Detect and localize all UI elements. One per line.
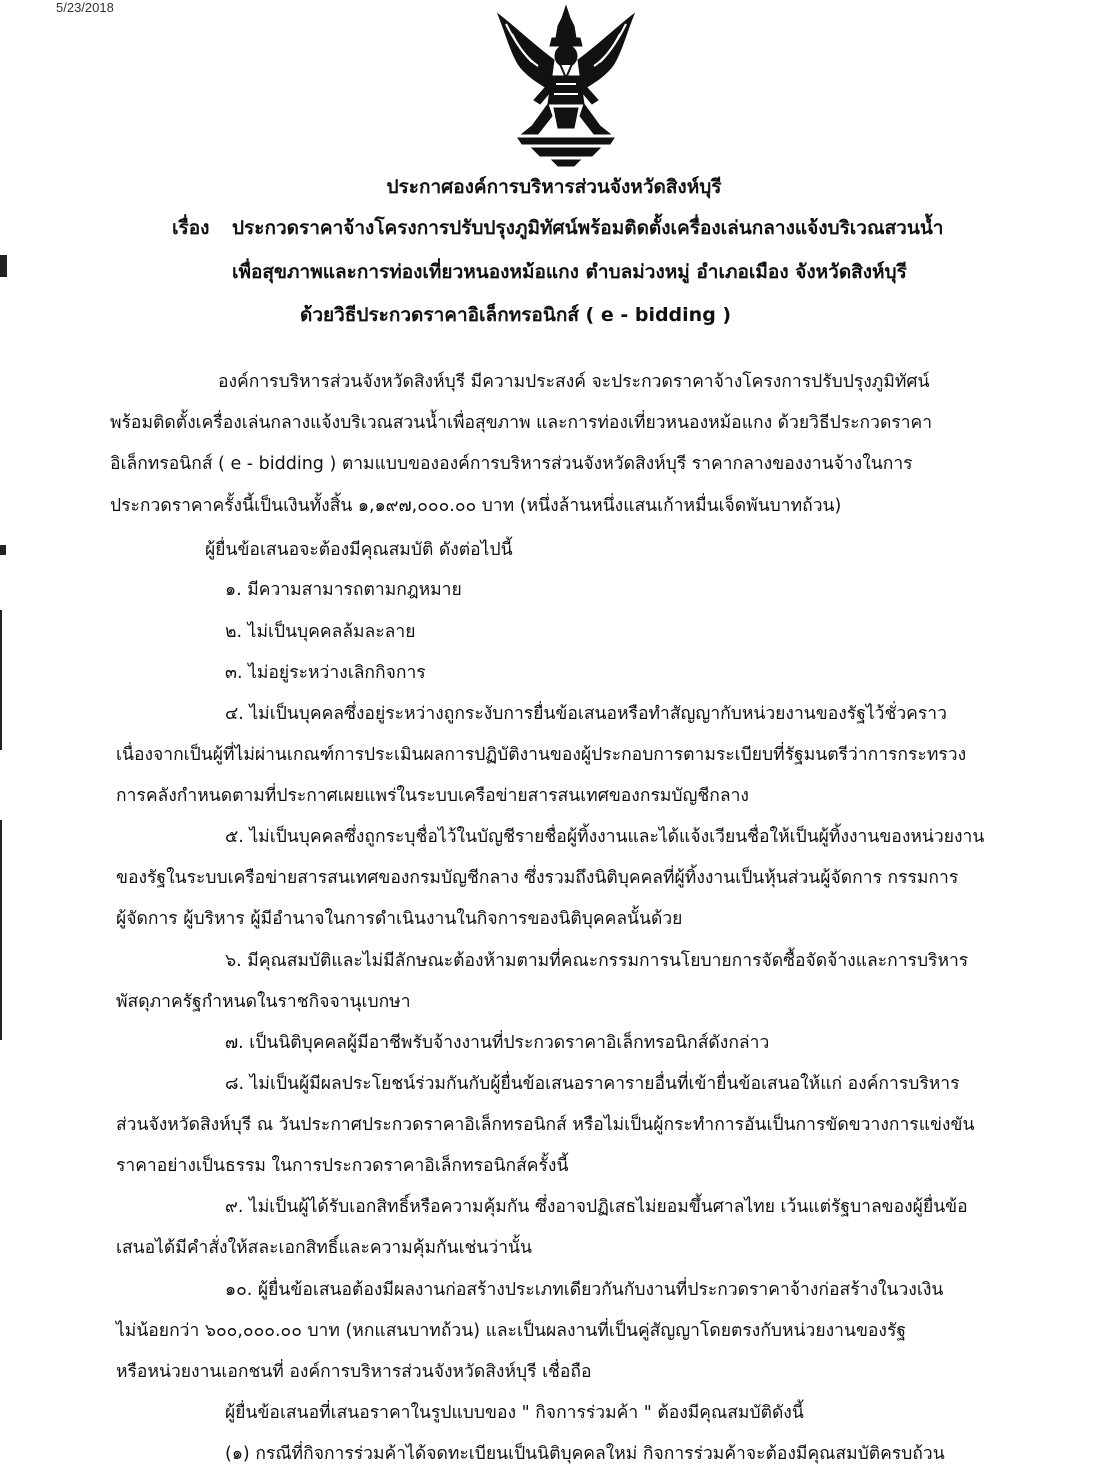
scan-edge-mark — [0, 820, 2, 1040]
body-line: ของรัฐในระบบเครือข่ายสารสนเทศของกรมบัญชีกลาง ซึ่งรวมถึงนิติบุคคลที่ผู้ทิ้งงานเป็นหุ้นส่วนผู้จัดการ กรรมการ — [116, 868, 959, 888]
body-line: ไม่น้อยกว่า ๖๐๐,๐๐๐.๐๐ บาท (หกแสนบาทถ้วน) และเป็นผลงานที่เป็นคู่สัญญาโดยตรงกับหน่วยงานของรัฐ — [116, 1321, 907, 1341]
subject-label: เรื่อง — [172, 217, 210, 239]
subject-line: ประกวดราคาจ้างโครงการปรับปรุงภูมิทัศน์พร้อมติดตั้งเครื่องเล่นกลางแจ้งบริเวณสวนน้ำ — [232, 217, 944, 239]
body-line: ราคาอย่างเป็นธรรม ในการประกวดราคาอิเล็กทรอนิกส์ครั้งนี้ — [116, 1156, 569, 1176]
qualification-item: ๙. ไม่เป็นผู้ได้รับเอกสิทธิ์หรือความคุ้มกัน ซึ่งอาจปฏิเสธไม่ยอมขึ้นศาลไทย เว้นแต่รัฐบาลของผู้ยื่นข้อ — [225, 1197, 968, 1217]
body-line: พัสดุภาครัฐกำหนดในราชกิจจานุเบกษา — [116, 992, 411, 1012]
body-line: การคลังกำหนดตามที่ประกาศเผยแพร่ในระบบเครือข่ายสารสนเทศของกรมบัญชีกลาง — [116, 786, 749, 806]
body-line: องค์การบริหารส่วนจังหวัดสิงห์บุรี มีความประสงค์ จะประกวดราคาจ้างโครงการปรับปรุงภูมิทัศน์ — [218, 372, 930, 392]
qualification-item: ๕. ไม่เป็นบุคคลซึ่งถูกระบุชื่อไว้ในบัญชีรายชื่อผู้ทิ้งงานและได้แจ้งเวียนชื่อให้เป็นผู้ทิ้งงานของหน่วยงาน — [225, 827, 985, 847]
subject-line: เพื่อสุขภาพและการท่องเที่ยวหนองหม้อแกง ตำบลม่วงหมู่ อำเภอเมือง จังหวัดสิงห์บุรี — [232, 261, 907, 283]
body-line: ประกวดราคาครั้งนี้เป็นเงินทั้งสิ้น ๑,๑๙๗,๐๐๐.๐๐ บาท (หนึ่งล้านหนึ่งแสนเก้าหมื่นเจ็ดพันบาทถ้วน) — [110, 496, 842, 516]
qualification-item: ๒. ไม่เป็นบุคคลล้มละลาย — [225, 622, 416, 642]
body-line: ผู้จัดการ ผู้บริหาร ผู้มีอำนาจในการดำเนินงานในกิจการของนิติบุคคลนั้นด้วย — [116, 909, 683, 929]
qualification-item: ๘. ไม่เป็นผู้มีผลประโยชน์ร่วมกันกับผู้ยื่นข้อเสนอราคารายอื่นที่เข้ายื่นข้อเสนอให้แก่ องค์การบริหาร — [225, 1074, 960, 1094]
qualification-item: ๓. ไม่อยู่ระหว่างเลิกกิจการ — [225, 663, 426, 683]
body-line: อิเล็กทรอนิกส์ ( e - bidding ) ตามแบบขององค์การบริหารส่วนจังหวัดสิงห์บุรี ราคากลางของงานจ้างในการ — [110, 454, 913, 474]
qualification-item: ๑. มีความสามารถตามกฎหมาย — [225, 580, 462, 600]
qualifications-intro: ผู้ยื่นข้อเสนอจะต้องมีคุณสมบัติ ดังต่อไปนี้ — [205, 540, 513, 560]
qualification-item: ๗. เป็นนิติบุคคลผู้มีอาชีพรับจ้างงานที่ประกวดราคาอิเล็กทรอนิกส์ดังกล่าว — [225, 1033, 770, 1053]
announcement-title: ประกาศองค์การบริหารส่วนจังหวัดสิงห์บุรี — [386, 176, 722, 198]
body-line: ส่วนจังหวัดสิงห์บุรี ณ วันประกาศประกวดราคาอิเล็กทรอนิกส์ หรือไม่เป็นผู้กระทำการอันเป็นการขัดขวางการแข่งขัน — [116, 1115, 975, 1135]
garuda-emblem-icon — [492, 4, 640, 168]
qualification-item: ๑๐. ผู้ยื่นข้อเสนอต้องมีผลงานก่อสร้างประเภทเดียวกันกับงานที่ประกวดราคาจ้างก่อสร้างในวงเงิน — [225, 1280, 944, 1300]
qualification-item: ๔. ไม่เป็นบุคคลซึ่งอยู่ระหว่างถูกระงับการยื่นข้อเสนอหรือทำสัญญากับหน่วยงานของรัฐไว้ชั่วคราว — [225, 704, 947, 724]
body-line: เนื่องจากเป็นผู้ที่ไม่ผ่านเกณฑ์การประเมินผลการปฏิบัติงานของผู้ประกอบการตามระเบียบที่รัฐมนตรีว่าการกระทรวง — [116, 745, 967, 765]
body-line: หรือหน่วยงานเอกชนที่ องค์การบริหารส่วนจังหวัดสิงห์บุรี เชื่อถือ — [116, 1362, 592, 1382]
scan-edge-mark — [0, 255, 7, 277]
joint-venture-intro: ผู้ยื่นข้อเสนอที่เสนอราคาในรูปแบบของ " กิจการร่วมค้า " ต้องมีคุณสมบัติดังนี้ — [225, 1403, 804, 1423]
scan-edge-mark — [0, 610, 2, 750]
joint-venture-item: (๑) กรณีที่กิจการร่วมค้าได้จดทะเบียนเป็นนิติบุคคลใหม่ กิจการร่วมค้าจะต้องมีคุณสมบัติครบถ้วน — [225, 1444, 945, 1464]
qualification-item: ๖. มีคุณสมบัติและไม่มีลักษณะต้องห้ามตามที่คณะกรรมการนโยบายการจัดซื้อจัดจ้างและการบริหาร — [225, 951, 969, 971]
print-date: 5/23/2018 — [56, 0, 114, 15]
body-line: พร้อมติดตั้งเครื่องเล่นกลางแจ้งบริเวณสวนน้ำเพื่อสุขภาพ และการท่องเที่ยวหนองหม้อแกง ด้วยวิธีประกวดราคา — [110, 413, 933, 433]
scan-edge-mark — [0, 545, 6, 555]
body-line: เสนอได้มีคำสั่งให้สละเอกสิทธิ์และความคุ้มกันเช่นว่านั้น — [116, 1238, 532, 1258]
subject-line: ด้วยวิธีประกวดราคาอิเล็กทรอนิกส์ ( e - bidding ) — [300, 304, 732, 326]
